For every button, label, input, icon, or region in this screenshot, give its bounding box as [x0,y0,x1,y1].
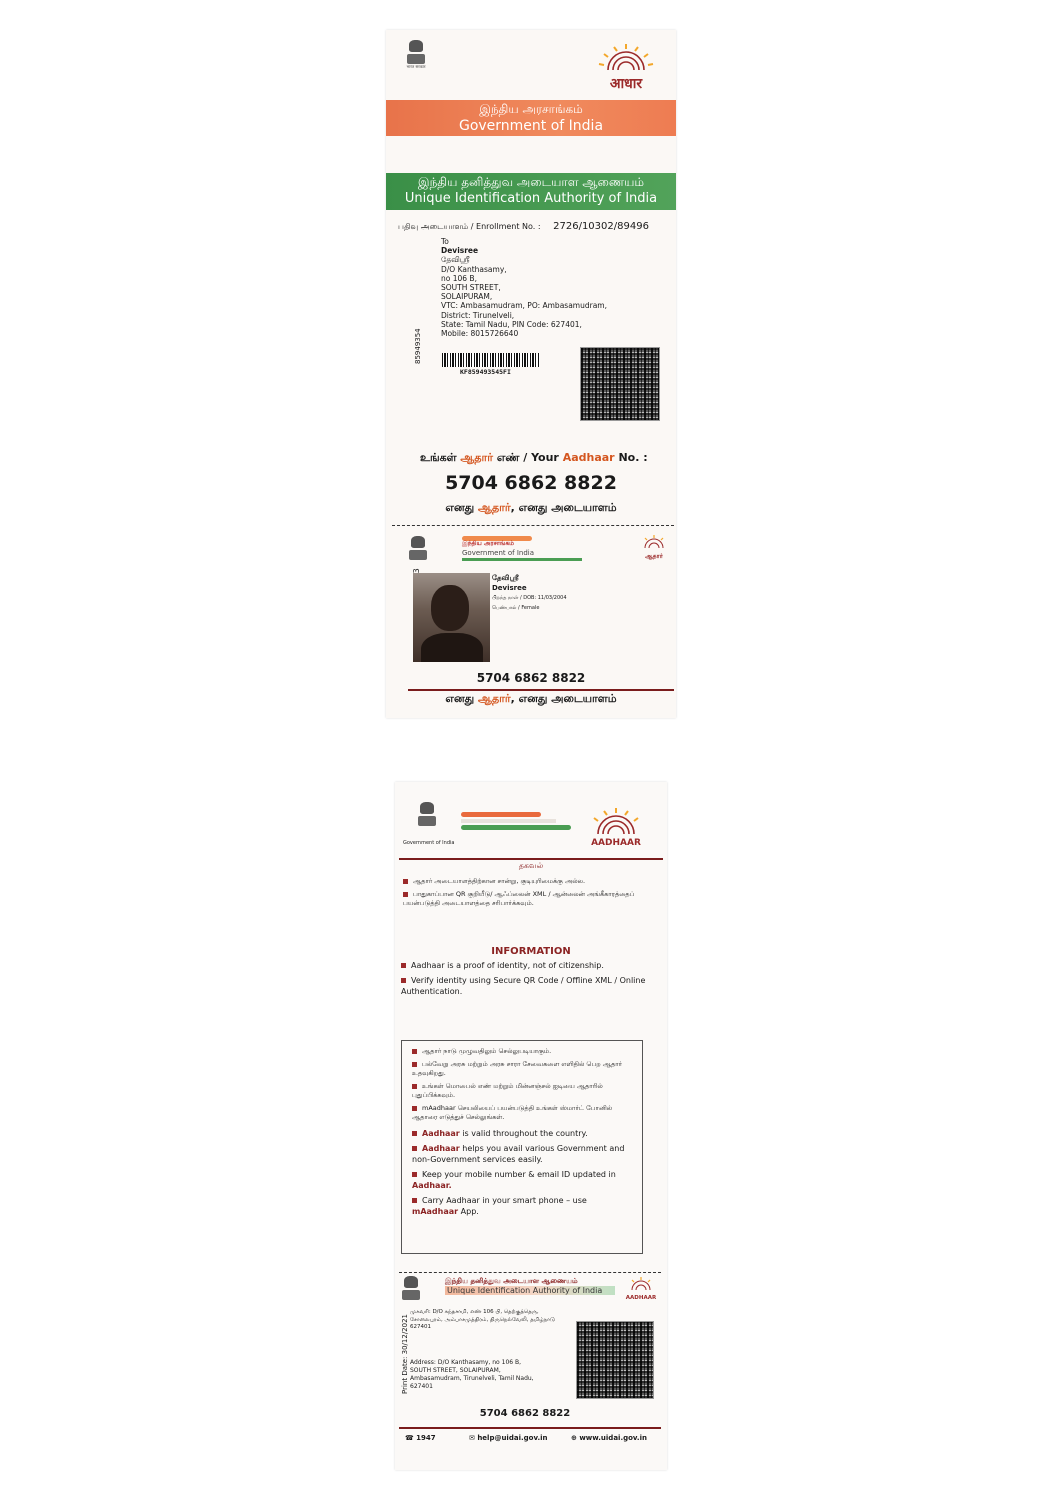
info-list-tamil [403,877,658,912]
info-box [401,1040,643,1254]
list-item: Aadhaar helps you avail various Government and non-Government services easily. [412,1144,625,1164]
list-item: Aadhaar is valid throughout the country. [412,1128,634,1139]
info-box-english [412,1128,634,1217]
barcode-text: KF859493545FI [460,368,511,376]
emblem-caption: Government of India [403,840,455,846]
card-holder-details [492,573,567,613]
qr-code [580,347,660,421]
national-emblem-icon [417,802,437,830]
list-item: Keep your mobile number & email ID updated in Aadhaar. [412,1170,616,1190]
phone-icon: ☎ [405,1434,414,1442]
address-block: To Devisree தேவிஸ்ரீ D/O Kanthasamy, no 106 B, SOUTH STREET, SOLAIPURAM, VTC: Ambasamudram, PO: Ambasamudram, District: Tirunelveli, State: Tamil Nadu, PIN Code: 627401, Mobile: 8015726640 [441,237,607,339]
government-banner: இந்திய அரசாங்கம் Government of India [386,100,676,136]
aadhaar-number: 5704 6862 8822 [445,472,617,494]
cut-line [392,525,674,526]
card-header-stripes: இந்திய அரசாங்கம் Government of India [462,536,582,554]
header-stripes [461,812,571,830]
card-red-rule [408,689,674,691]
list-item: உங்கள் மொபைல் எண் மற்றும் மின்னஞ்சல் ஐடியை ஆதாரில் புதுப்பிக்கவும். [412,1082,603,1099]
footer-email: ✉ help@uidai.gov.in [469,1434,548,1442]
address-english: Address: D/O Kanthasamy, no 106 B, SOUTH STREET, SOLAIPURAM, Ambasamudram, Tirunelveli, Tamil Nadu, 627401 [410,1359,534,1390]
globe-icon: ⊕ [571,1434,577,1442]
national-emblem-icon [408,536,428,564]
header-rule [399,858,663,860]
uidai-banner: இந்திய தனித்துவ அடையாள ஆணையம் Unique Identification Authority of India [386,173,676,210]
qr-code [576,1321,654,1399]
footer-web: ⊕ www.uidai.gov.in [571,1434,647,1442]
list-item: பாதுகாப்பான QR குறியீடு/ ஆஃப்லைன் XML / ஆன்லைன் அங்கீகாரத்தைப் பயன்படுத்தி அடையாளத்தை சரிபார்க்கவும். [403,890,635,907]
list-item: ஆதார் அடையாளத்திற்கான சான்று, குடியுரிமைக்கு அல்ல. [403,877,658,886]
enrollment-label: பதிவு அடையாளம் / Enrollment No. : [398,222,541,231]
tagline: எனது ஆதார், எனது அடையாளம் [445,501,617,514]
side-number: 85949354 [414,328,422,364]
enrollment-number: 2726/10302/89496 [553,221,649,232]
letter-page-back [395,782,667,1470]
footer-phone: ☎ 1947 [405,1434,436,1442]
list-item: Verify identity using Secure QR Code / Offline XML / Online Authentication. [401,976,646,996]
card-aadhaar-number: 5704 6862 8822 [476,671,586,685]
card-dob: பிறந்த நாள் / DOB: 11/03/2004 [492,595,567,601]
card-gender: பெண்பால் / Female [492,605,540,611]
letter-page-front [386,30,676,718]
photo [413,573,490,662]
list-item: ஆதார் நாடு முழுவதிலும் செல்லுபடியாகும். [412,1047,634,1056]
bottom-aadhaar-number: 5704 6862 8822 [479,1408,571,1419]
address-tamil: முகவரி: D/O கந்தசாமி, எண் 106 பி, தெற்குத்தெரு, சோலைபுரம், அம்பாசமுத்திரம், திருநெல்வேலி, தமிழ்நாடு 627401 [410,1309,555,1330]
info-box-tamil [412,1047,634,1122]
info-title-tamil: தகவல் [518,861,544,870]
list-item: பல்வேறு அரசு மற்றும் அரசு சாரா சேவைகளை எளிதில் பெற ஆதார் உதவுகிறது. [412,1060,623,1077]
footer-rule [399,1427,661,1429]
aadhaar-logo: AADHAAR [580,806,652,848]
mail-icon: ✉ [469,1434,475,1442]
aadhaar-number-label: உங்கள் ஆதார் எண் / Your Aadhaar No. : [420,451,648,464]
card-tagline: எனது ஆதார், எனது அடையாளம் [445,692,617,705]
barcode [442,353,540,367]
info-list-english [401,960,656,1001]
card-name-english: Devisree [492,584,527,592]
national-emblem-icon: भारत सरकार [406,40,426,68]
aadhaar-small-logo: AADHAAR [621,1276,661,1301]
aadhaar-logo: आधार [594,42,658,86]
info-title-english: INFORMATION [491,946,571,957]
list-item: Carry Aadhaar in your smart phone – use mAadhaar App. [412,1196,587,1216]
national-emblem-icon [401,1276,421,1304]
cut-line [399,1272,661,1273]
print-date: Print Date: 30/12/2021 [401,1314,409,1394]
card-name-tamil: தேவிஸ்ரீ [492,574,519,582]
list-item: mAadhaar செயலியைப் பயன்படுத்தி உங்கள் ஸ்மார்ட் போனில் ஆதாரை எடுத்துச் செல்லுங்கள். [412,1104,613,1121]
aadhaar-small-logo: ஆதார் [636,534,672,561]
enrollment-row [398,221,649,232]
list-item: Aadhaar is a proof of identity, not of citizenship. [401,960,656,971]
bottom-header: இந்திய தனித்துவ அடையாள ஆணையம் Unique Identification Authority of India [445,1277,615,1295]
